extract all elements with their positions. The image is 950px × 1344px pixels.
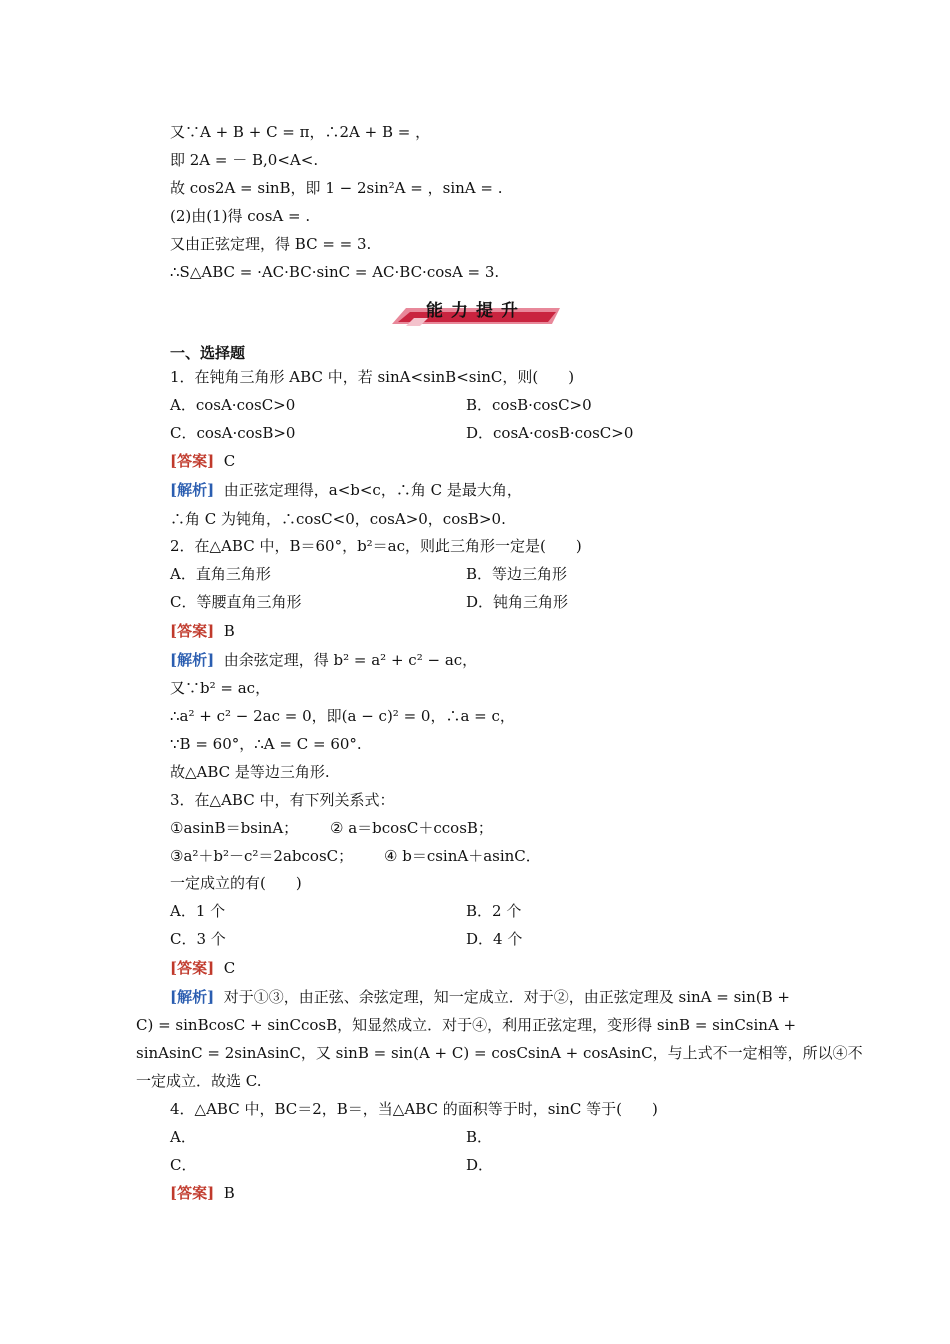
q1-option-d: D．cosA·cosB·cosC>0 [466,424,634,442]
q4-stem: 4．△ABC 中，BC＝2，B＝，当△ABC 的面积等于时，sinC 等于( ) [170,1100,658,1118]
q3-analysis-line-3: sinAsinC = 2sinAsinC，又 sinB = sin(A + C) = cosCsinA + cosAsinC，与上式不一定相等，所以④不 [136,1044,863,1062]
q3-option-c: C．3 个 [170,930,226,948]
solution-line-5: 又由正弦定理，得 BC = = 3. [170,235,372,253]
q2-analysis-line [170,650,477,670]
q1-option-c: C．cosA·cosB>0 [170,424,296,442]
analysis-tag: [解析] [170,651,215,669]
q3-analysis-line-4: 一定成立．故选 C. [136,1072,262,1090]
solution-line-2: 即 2A = － B,0<A<. [170,151,319,169]
solution-line-3: 故 cos2A = sinB，即 1 − 2sin²A = ，sinA = . [170,179,503,197]
q3-analysis-text: 对于①③，由正弦、余弦定理，知一定成立．对于②，由正弦定理及 sinA = sin(B + [223,988,790,1006]
q4-option-c: C． [170,1156,197,1174]
q2-option-a: A．直角三角形 [170,565,271,583]
answer-tag: [答案] [170,622,215,640]
q3-analysis-line-2: C) = sinBcosC + sinCcosB，知显然成立．对于④，利用正弦定理，变形得 sinB = sinCsinA + [136,1016,797,1034]
q4-option-d: D． [466,1156,494,1174]
solution-line-1: 又∵A + B + C = π，∴2A + B = ， [170,123,431,141]
answer-tag: [答案] [170,1184,215,1202]
ability-banner [392,300,560,326]
section-title: 一、选择题 [170,344,246,362]
q3-analysis-line [170,987,790,1007]
q2-analysis-text: 由余弦定理，得 b² = a² + c² − ac， [223,651,478,669]
q3-relation-1: ①asinB＝bsinA； [170,819,299,837]
q2-analysis-line-5: 故△ABC 是等边三角形. [170,763,330,781]
banner-title: 能力提升 [426,301,526,321]
q3-option-d: D．4 个 [466,930,523,948]
solution-line-4: (2)由(1)得 cosA = . [170,207,311,225]
answer-tag: [答案] [170,959,215,977]
q1-analysis-line-2: ∴角 C 为钝角，∴cosC<0，cosA>0，cosB>0. [170,510,506,528]
q2-stem: 2．在△ABC 中，B＝60°，b²＝ac，则此三角形一定是( ) [170,537,582,555]
q2-answer-line [170,621,235,641]
q1-option-a: A．cosA·cosC>0 [170,396,296,414]
analysis-tag: [解析] [170,481,215,499]
q3-relation-2: ② a＝bcosC＋ccosB； [330,819,493,837]
q4-option-a: A． [170,1128,196,1146]
q3-option-a: A．1 个 [170,902,226,920]
q3-relation-4: ④ b＝csinA＋asinC． [384,847,541,865]
q2-analysis-line-3: ∴a² + c² − 2ac = 0，即(a − c)² = 0，∴a = c， [170,707,515,725]
q2-analysis-line-2: 又∵b² = ac， [170,679,271,697]
answer-tag: [答案] [170,452,215,470]
q3-answer: C [223,959,236,977]
q2-option-d: D．钝角三角形 [466,593,569,611]
q4-answer-line [170,1183,235,1203]
q3-answer-line [170,958,235,978]
q1-option-b: B．cosB·cosC>0 [466,396,592,414]
q4-option-b: B． [466,1128,493,1146]
q1-analysis-line [170,480,522,500]
q1-stem: 1．在钝角三角形 ABC 中，若 sinA<sinB<sinC，则( ) [170,368,575,386]
q1-answer-line [170,451,235,471]
q3-relation-3: ③a²＋b²－c²＝2abcosC； [170,847,354,865]
analysis-tag: [解析] [170,988,215,1006]
solution-line-6: ∴S△ABC = ·AC·BC·sinC = AC·BC·cosA = 3. [170,263,500,281]
q2-answer: B [223,622,235,640]
q4-answer: B [223,1184,235,1202]
q3-option-b: B．2 个 [466,902,522,920]
q3-ask: 一定成立的有( ) [170,874,302,892]
q1-answer: C [223,452,236,470]
q2-analysis-line-4: ∵B = 60°，∴A = C = 60°. [170,735,362,753]
q2-option-b: B．等边三角形 [466,565,568,583]
q2-option-c: C．等腰直角三角形 [170,593,302,611]
q3-stem: 3．在△ABC 中，有下列关系式： [170,791,395,809]
q1-analysis-text: 由正弦定理得，a<b<c，∴角 C 是最大角， [223,481,522,499]
